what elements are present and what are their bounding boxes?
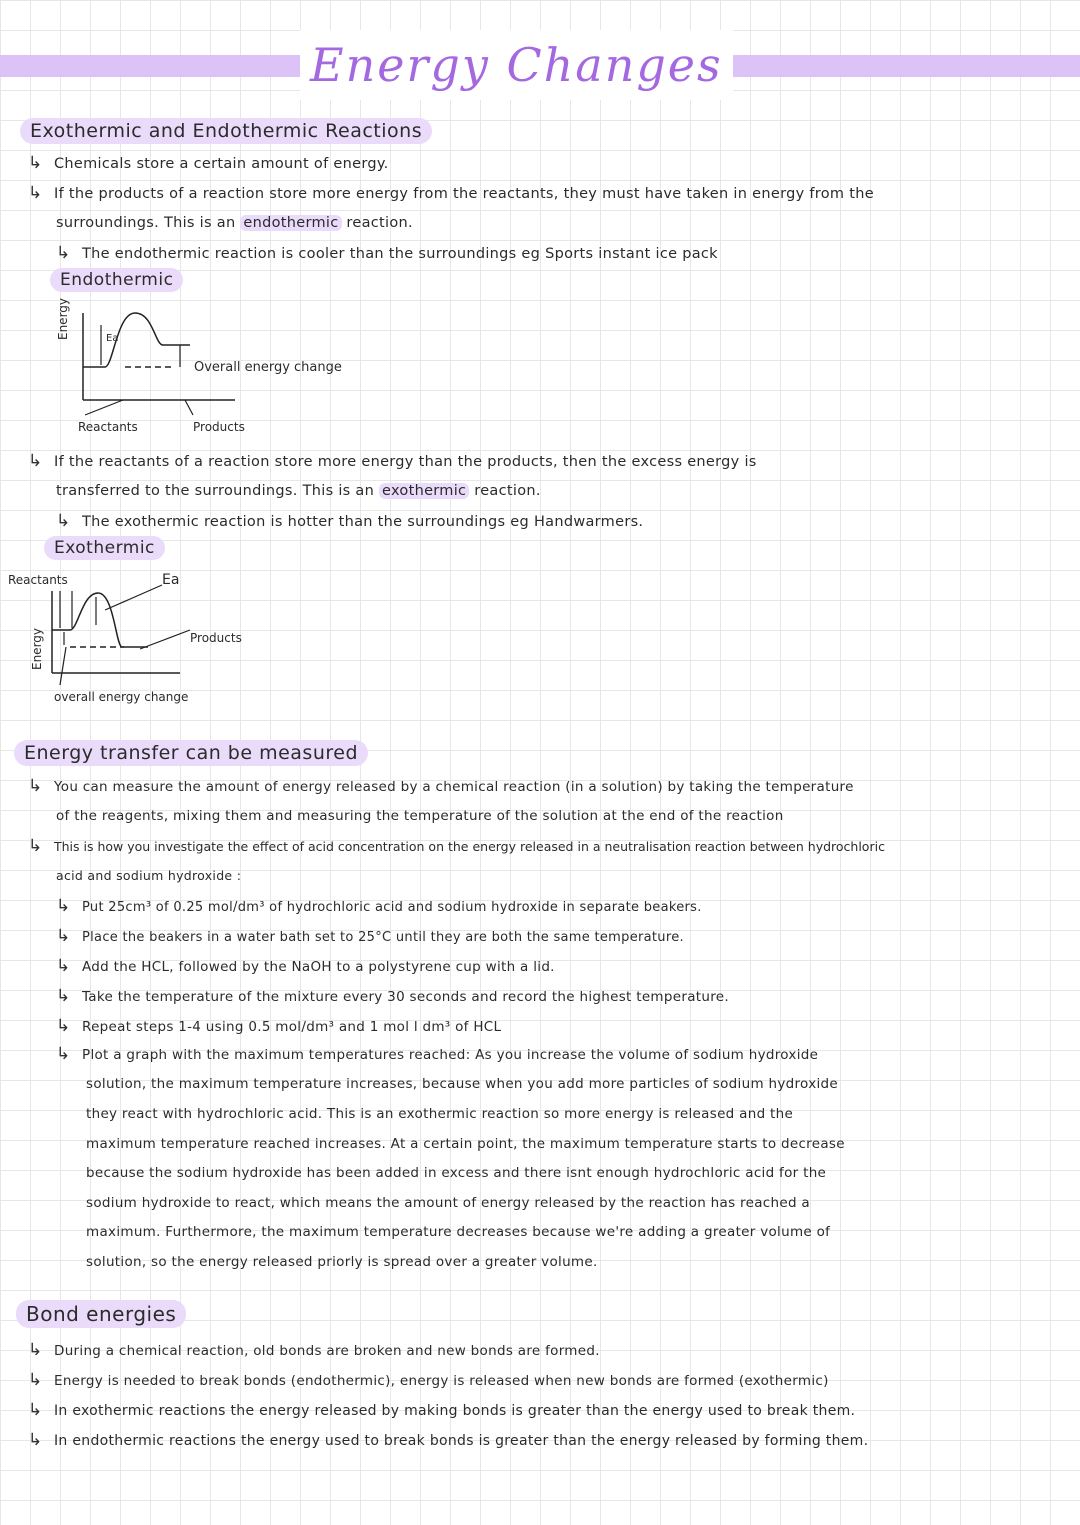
arrow-icon: ↳	[28, 836, 43, 856]
label-endothermic: Endothermic	[50, 268, 183, 292]
label-reactants-exo: Reactants	[8, 573, 68, 587]
paragraph-line: sodium hydroxide to react, which means the amount of energy released by the reaction has reached a	[86, 1195, 810, 1211]
step-item: ↳ Put 25cm³ of 0.25 mol/dm³ of hydrochloric acid and sodium hydroxide in separate beakers.	[56, 896, 702, 916]
text-line: transferred to the surroundings. This is an exothermic reaction.	[56, 483, 541, 499]
paragraph-line: maximum temperature reached increases. At a certain point, the maximum temperature starts to decrease	[86, 1136, 845, 1152]
arrow-icon: ↳	[56, 956, 71, 976]
bullet-line: ↳ If the reactants of a reaction store more energy than the products, then the excess energy is	[28, 451, 757, 471]
step-item: ↳ Add the HCL, followed by the NaOH to a polystyrene cup with a lid.	[56, 956, 555, 976]
text-line: of the reagents, mixing them and measuring the temperature of the solution at the end of the reaction	[56, 808, 784, 824]
section-heading-bond: Bond energies	[16, 1300, 186, 1328]
arrow-icon: ↳	[56, 1044, 71, 1064]
axis-label-energy: Energy	[56, 297, 70, 340]
step-item: ↳ Place the beakers in a water bath set to 25°C until they are both the same temperature.	[56, 926, 684, 946]
axis-label-energy-exo: Energy	[30, 627, 44, 670]
arrow-icon: ↳	[56, 243, 71, 263]
bullet-line: ↳ The endothermic reaction is cooler than the surroundings eg Sports instant ice pack	[56, 243, 718, 263]
arrow-icon: ↳	[56, 926, 71, 946]
label-exothermic: Exothermic	[44, 536, 165, 560]
highlight-exothermic: exothermic	[379, 483, 469, 499]
bullet-line: ↳ During a chemical reaction, old bonds are broken and new bonds are formed.	[28, 1340, 600, 1360]
bullet-line: ↳ In endothermic reactions the energy used to break bonds is greater than the energy released by forming them.	[28, 1430, 869, 1450]
label-ea-exo: Ea	[162, 572, 180, 588]
label-ea: Ea	[106, 333, 119, 344]
step-item: ↳ Take the temperature of the mixture every 30 seconds and record the highest temperature.	[56, 986, 729, 1006]
paragraph-line: because the sodium hydroxide has been added in excess and there isnt enough hydrochloric acid for the	[86, 1165, 827, 1181]
label-overall-energy-change-exo: overall energy change	[54, 690, 189, 704]
bullet-line: ↳ If the products of a reaction store more energy from the reactants, they must have taken in energy from the	[28, 183, 874, 203]
arrow-icon: ↳	[56, 986, 71, 1006]
exothermic-energy-diagram	[30, 585, 290, 695]
arrow-icon: ↳	[28, 1400, 43, 1420]
bullet-line: ↳ Chemicals store a certain amount of energy.	[28, 153, 389, 173]
highlight-endothermic: endothermic	[240, 215, 341, 231]
step-item: ↳ Repeat steps 1-4 using 0.5 mol/dm³ and 1 mol l dm³ of HCL	[56, 1016, 502, 1036]
paragraph-line: solution, the maximum temperature increases, because when you add more particles of sodium hydroxide	[86, 1076, 839, 1092]
bullet-line: ↳ In exothermic reactions the energy released by making bonds is greater than the energy used to break them.	[28, 1400, 856, 1420]
label-products-exo: Products	[190, 631, 242, 645]
bullet-line: ↳ You can measure the amount of energy released by a chemical reaction (in a solution) by taking the temperature	[28, 776, 854, 796]
arrow-icon: ↳	[28, 153, 43, 173]
bullet-line: ↳ This is how you investigate the effect of acid concentration on the energy released in a neutralisation reaction between hydrochloric	[28, 836, 885, 856]
step-item: ↳ Plot a graph with the maximum temperatures reached: As you increase the volume of sodium hydroxide	[56, 1044, 819, 1064]
arrow-icon: ↳	[28, 776, 43, 796]
label-reactants: Reactants	[78, 420, 138, 434]
arrow-icon: ↳	[28, 1340, 43, 1360]
arrow-icon: ↳	[28, 183, 43, 203]
text-line: surroundings. This is an endothermic reaction.	[56, 215, 413, 231]
arrow-icon: ↳	[28, 1430, 43, 1450]
bullet-line: ↳ The exothermic reaction is hotter than the surroundings eg Handwarmers.	[56, 511, 644, 531]
arrow-icon: ↳	[56, 511, 71, 531]
label-products: Products	[193, 420, 245, 434]
section-heading-exo-endo: Exothermic and Endothermic Reactions	[20, 118, 432, 144]
bullet-line: ↳ Energy is needed to break bonds (endothermic), energy is released when new bonds are formed (exothermic)	[28, 1370, 829, 1390]
section-heading-measured: Energy transfer can be measured	[14, 740, 368, 766]
arrow-icon: ↳	[28, 1370, 43, 1390]
arrow-icon: ↳	[56, 1016, 71, 1036]
text-line: acid and sodium hydroxide :	[56, 868, 242, 883]
arrow-icon: ↳	[28, 451, 43, 471]
label-overall-energy-change: Overall energy change	[194, 360, 342, 375]
paragraph-line: they react with hydrochloric acid. This is an exothermic reaction so more energy is released and the	[86, 1106, 794, 1122]
paragraph-line: solution, so the energy released priorly is spread over a greater volume.	[86, 1254, 598, 1270]
arrow-icon: ↳	[56, 896, 71, 916]
paragraph-line: maximum. Furthermore, the maximum temperature decreases because we're adding a greater volume of	[86, 1224, 831, 1240]
page-title: Energy Changes	[300, 30, 733, 100]
